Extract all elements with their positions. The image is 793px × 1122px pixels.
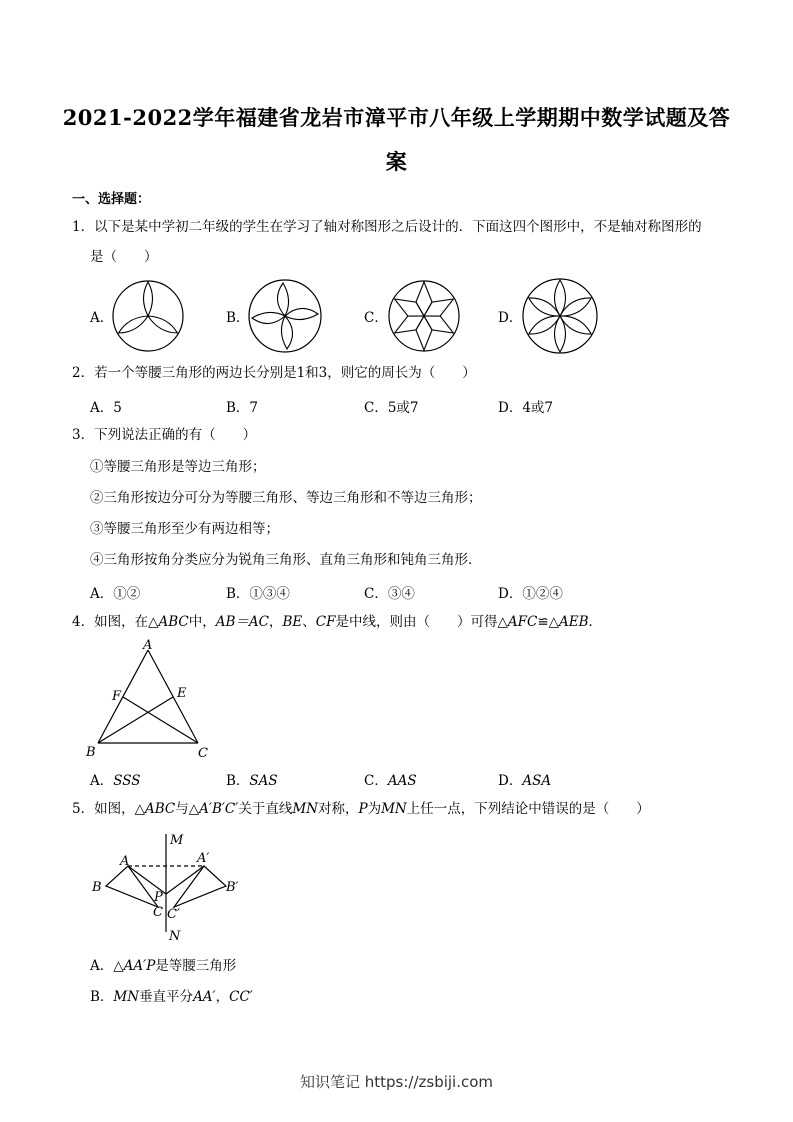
question-2 (72, 364, 476, 382)
option-b: B．7 (226, 400, 259, 416)
option-a: A．△AA′P是等腰三角形 (90, 958, 237, 974)
question-1 (72, 218, 702, 236)
point-p-label: P (154, 890, 163, 905)
option-d: D．ASA (498, 773, 552, 789)
question-text: 若一个等腰三角形的两边长分别是1和3，则它的周长为（ ） (94, 365, 476, 381)
segment-a-prime-p (166, 866, 204, 894)
point-m-label: M (170, 833, 184, 848)
side-ab (98, 650, 148, 743)
statement-3: ③等腰三角形至少有两边相等； (90, 521, 279, 537)
figure-option-d (520, 276, 600, 356)
option-a-label: A． (90, 310, 114, 326)
vertex-a-label: A (120, 854, 130, 869)
side-ac (148, 650, 198, 743)
vertex-c-prime-label: C′ (167, 907, 180, 922)
question-number: 5． (72, 801, 95, 817)
triangle-abc-prime (174, 866, 226, 907)
triangle-figure (82, 636, 222, 762)
vertex-b-label: B (92, 880, 102, 895)
figure-option-a (110, 278, 186, 354)
option-c-label: C． (364, 310, 388, 326)
vertex-b-prime-label: B′ (226, 880, 239, 895)
option-a: A．SSS (90, 773, 141, 789)
median-be (98, 697, 173, 743)
statement-2: ②三角形按边分可分为等腰三角形、等边三角形和不等边三角形； (90, 490, 482, 506)
question-1-continued: 是（ ） (90, 249, 158, 265)
question-text: 下列说法正确的有（ ） (94, 427, 257, 443)
question-3 (72, 426, 256, 444)
point-e-label: E (177, 686, 187, 701)
question-number: 4． (72, 614, 95, 630)
option-d: D．①②④ (498, 586, 563, 602)
option-c: C．③④ (364, 586, 415, 602)
vertex-a-label: A (143, 638, 153, 653)
question-4: 4．如图，在△ABC中，AB＝AC，BE、CF是中线，则由（ ）可得△AFC≌△AEB． (72, 614, 603, 630)
statement-4: ④三角形按角分类应分为锐角三角形、直角三角形和钝角三角形． (90, 552, 482, 568)
question-number: 2． (72, 365, 95, 381)
section-heading: 一、选择题： (72, 192, 151, 207)
page-title-continued: 案 (385, 149, 408, 174)
option-c: C．AAS (364, 773, 417, 789)
question-text: 以下是某中学初二年级的学生在学习了轴对称图形之后设计的．下面这四个图形中，不是轴对称图形的 (94, 219, 702, 235)
question-number: 1． (72, 219, 95, 235)
figure-option-b (247, 276, 323, 356)
option-a: A．①② (90, 586, 141, 602)
option-b-label: B． (226, 310, 250, 326)
page-title: 2021-2022学年福建省龙岩市漳平市八年级上学期期中数学试题及答 (62, 105, 731, 130)
median-cf (123, 697, 198, 743)
triangle-abc (106, 866, 158, 907)
option-b: B．①③④ (226, 586, 290, 602)
question-5: 5．如图，△ABC与△A′B′C′关于直线MN对称，P为MN上任一点，下列结论中错误的是（ ） (72, 801, 650, 817)
footer-watermark: 知识笔记 https://zsbiji.com (299, 1073, 494, 1091)
option-c: C．5或7 (364, 400, 419, 416)
symmetry-figure (86, 826, 256, 944)
vertex-a-prime-label: A′ (197, 851, 210, 866)
option-d-label: D． (498, 310, 523, 326)
vertex-c-label: C (153, 905, 163, 920)
statement-1: ①等腰三角形是等边三角形； (90, 459, 266, 475)
option-b: B．SAS (226, 773, 278, 789)
vertex-c-label: C (198, 746, 208, 761)
question-number: 3． (72, 427, 95, 443)
point-n-label: N (169, 929, 181, 944)
figure-option-c (386, 278, 462, 354)
option-d: D．4或7 (498, 400, 554, 416)
vertex-b-label: B (86, 745, 96, 760)
option-a: A．5 (90, 400, 122, 416)
option-b: B．MN垂直平分AA′，CC′ (90, 989, 253, 1005)
point-f-label: F (112, 689, 122, 704)
